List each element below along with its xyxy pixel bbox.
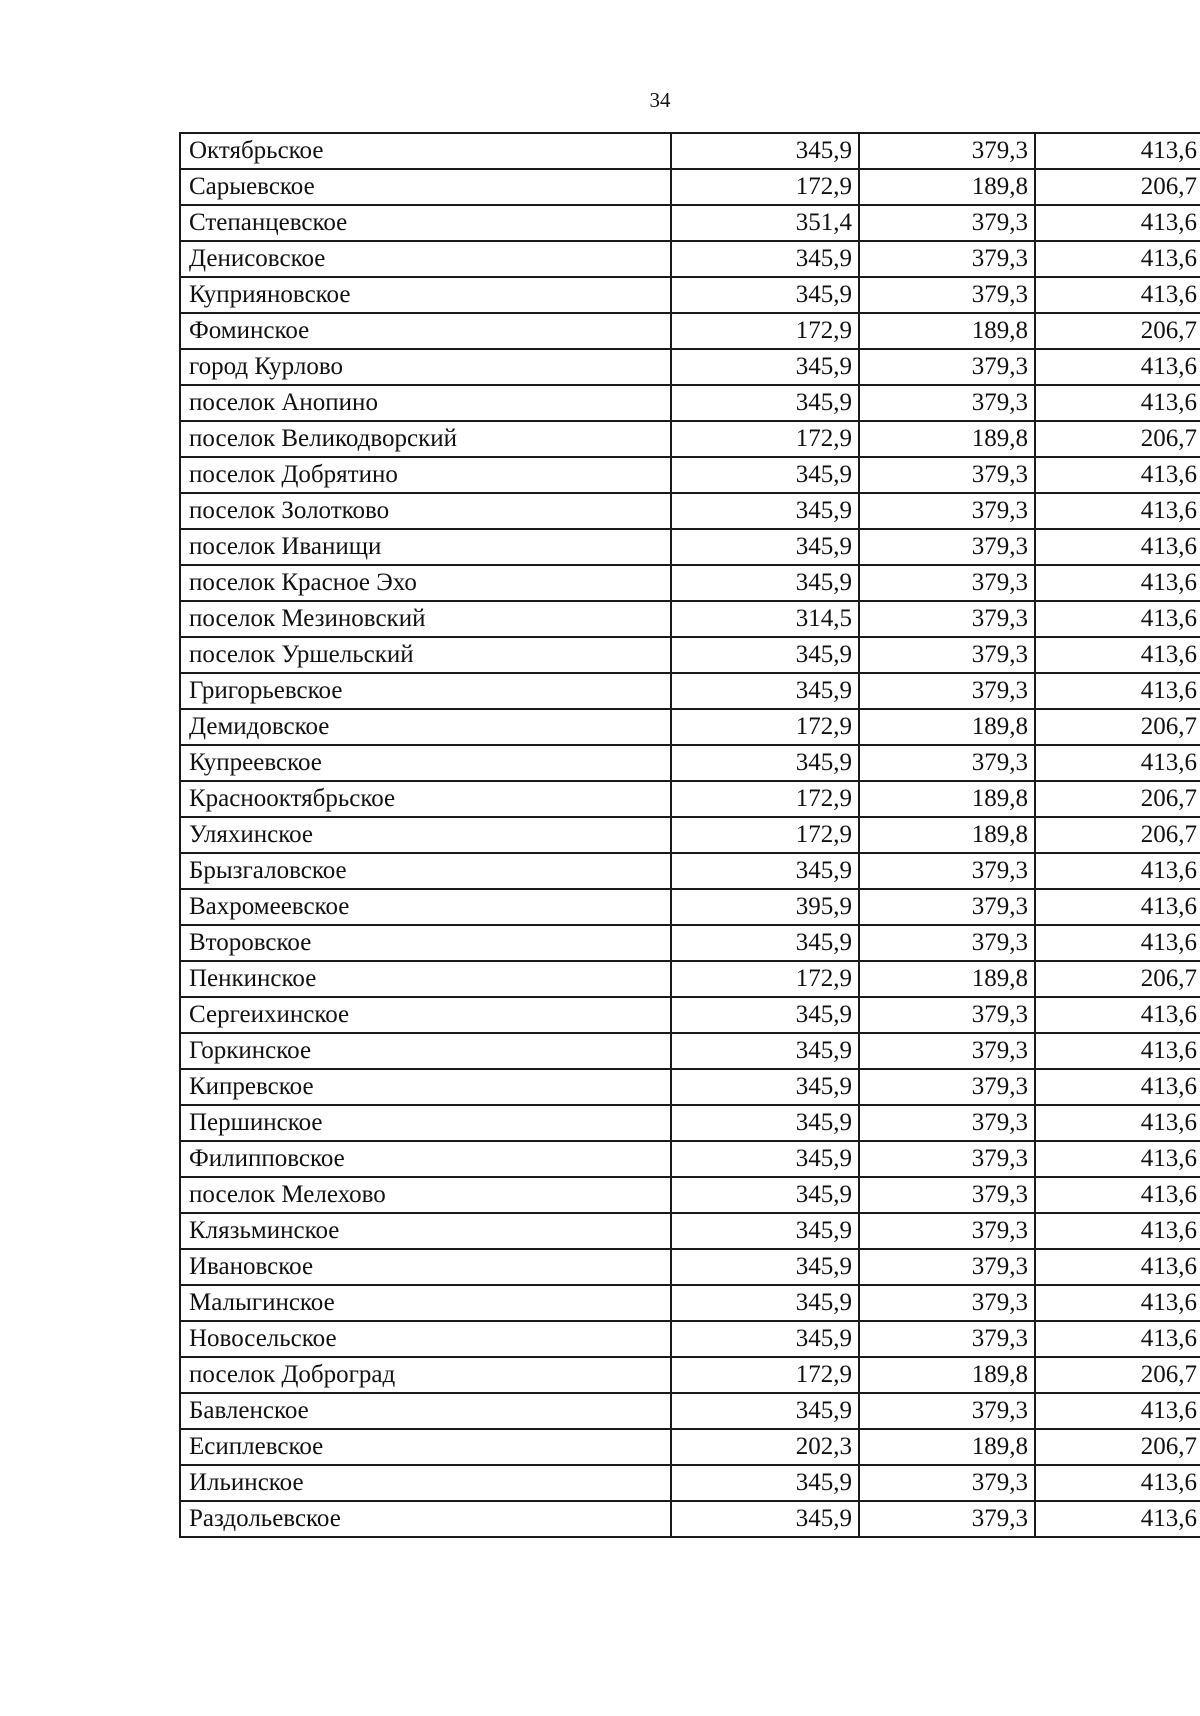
- value-cell-1: 345,9: [671, 493, 859, 529]
- value-cell-1: 345,9: [671, 277, 859, 313]
- table-row: [180, 565, 1200, 601]
- value-cell-2: 189,8: [859, 781, 1035, 817]
- value-cell-3: 413,6: [1035, 1141, 1200, 1177]
- value-cell-1: 345,9: [671, 997, 859, 1033]
- settlement-name-cell: Второвское: [180, 925, 671, 961]
- settlement-name-cell: Октябрьское: [180, 133, 671, 169]
- value-cell-3: 413,6: [1035, 133, 1200, 169]
- value-cell-1: 202,3: [671, 1429, 859, 1465]
- value-cell-2: 379,3: [859, 637, 1035, 673]
- value-cell-3: 413,6: [1035, 997, 1200, 1033]
- value-cell-3: 413,6: [1035, 889, 1200, 925]
- settlement-name-cell: Пенкинское: [180, 961, 671, 997]
- settlement-name-cell: Григорьевское: [180, 673, 671, 709]
- value-cell-2: 379,3: [859, 1393, 1035, 1429]
- value-cell-2: 379,3: [859, 349, 1035, 385]
- value-cell-3: 206,7: [1035, 313, 1200, 349]
- settlement-name-cell: поселок Великодворский: [180, 421, 671, 457]
- value-cell-3: 413,6: [1035, 673, 1200, 709]
- table-row: [180, 349, 1200, 385]
- value-cell-2: 379,3: [859, 277, 1035, 313]
- value-cell-2: 189,8: [859, 961, 1035, 997]
- value-cell-2: 379,3: [859, 889, 1035, 925]
- settlement-name-cell: Ильинское: [180, 1465, 671, 1501]
- table-row: [180, 1105, 1200, 1141]
- settlement-name-cell: поселок Уршельский: [180, 637, 671, 673]
- value-cell-3: 413,6: [1035, 1249, 1200, 1285]
- settlement-name-cell: поселок Мезиновский: [180, 601, 671, 637]
- table-row: [180, 493, 1200, 529]
- table-row: [180, 1357, 1200, 1393]
- settlement-name-cell: Горкинское: [180, 1033, 671, 1069]
- page-number: 34: [649, 88, 671, 112]
- value-cell-1: 172,9: [671, 817, 859, 853]
- value-cell-1: 345,9: [671, 241, 859, 277]
- value-cell-2: 189,8: [859, 421, 1035, 457]
- settlement-name-cell: Краснооктябрьское: [180, 781, 671, 817]
- value-cell-3: 206,7: [1035, 961, 1200, 997]
- value-cell-3: 413,6: [1035, 457, 1200, 493]
- table-row: [180, 1285, 1200, 1321]
- settlement-name-cell: поселок Добрятино: [180, 457, 671, 493]
- value-cell-2: 379,3: [859, 385, 1035, 421]
- settlement-name-cell: Фоминское: [180, 313, 671, 349]
- table-body: [180, 133, 1200, 1537]
- table-row: [180, 961, 1200, 997]
- value-cell-2: 189,8: [859, 817, 1035, 853]
- value-cell-1: 172,9: [671, 709, 859, 745]
- settlement-name-cell: Брызгаловское: [180, 853, 671, 889]
- settlement-name-cell: Раздольевское: [180, 1501, 671, 1537]
- value-cell-3: 413,6: [1035, 205, 1200, 241]
- value-cell-3: 413,6: [1035, 1177, 1200, 1213]
- value-cell-2: 379,3: [859, 853, 1035, 889]
- value-cell-1: 172,9: [671, 169, 859, 205]
- value-cell-3: 413,6: [1035, 277, 1200, 313]
- table-row: [180, 997, 1200, 1033]
- value-cell-1: 351,4: [671, 205, 859, 241]
- value-cell-2: 379,3: [859, 997, 1035, 1033]
- table-row: [180, 853, 1200, 889]
- table-row: [180, 1069, 1200, 1105]
- value-cell-1: 345,9: [671, 529, 859, 565]
- settlement-name-cell: Бавленское: [180, 1393, 671, 1429]
- value-cell-2: 379,3: [859, 493, 1035, 529]
- value-cell-3: 413,6: [1035, 1033, 1200, 1069]
- value-cell-1: 345,9: [671, 385, 859, 421]
- table-row: [180, 889, 1200, 925]
- settlement-name-cell: Куприяновское: [180, 277, 671, 313]
- value-cell-1: 345,9: [671, 1285, 859, 1321]
- value-cell-2: 379,3: [859, 1213, 1035, 1249]
- value-cell-2: 379,3: [859, 241, 1035, 277]
- value-cell-2: 379,3: [859, 601, 1035, 637]
- value-cell-2: 379,3: [859, 1285, 1035, 1321]
- value-cell-1: 345,9: [671, 1105, 859, 1141]
- settlement-name-cell: Сарыевское: [180, 169, 671, 205]
- value-cell-3: 413,6: [1035, 1465, 1200, 1501]
- value-cell-2: 379,3: [859, 1501, 1035, 1537]
- table-row: [180, 817, 1200, 853]
- value-cell-3: 413,6: [1035, 349, 1200, 385]
- settlement-name-cell: Першинское: [180, 1105, 671, 1141]
- table-row: [180, 709, 1200, 745]
- settlement-name-cell: поселок Доброград: [180, 1357, 671, 1393]
- value-cell-1: 345,9: [671, 637, 859, 673]
- value-cell-1: 345,9: [671, 565, 859, 601]
- value-cell-2: 379,3: [859, 205, 1035, 241]
- value-cell-3: 413,6: [1035, 1501, 1200, 1537]
- value-cell-3: 206,7: [1035, 169, 1200, 205]
- value-cell-2: 379,3: [859, 529, 1035, 565]
- table-row: [180, 1177, 1200, 1213]
- value-cell-2: 379,3: [859, 457, 1035, 493]
- value-cell-3: 413,6: [1035, 529, 1200, 565]
- table-row: [180, 241, 1200, 277]
- value-cell-1: 395,9: [671, 889, 859, 925]
- table-row: [180, 637, 1200, 673]
- table-row: [180, 1321, 1200, 1357]
- table-row: [180, 925, 1200, 961]
- value-cell-2: 379,3: [859, 1465, 1035, 1501]
- value-cell-1: 345,9: [671, 349, 859, 385]
- value-cell-3: 413,6: [1035, 1321, 1200, 1357]
- value-cell-1: 345,9: [671, 457, 859, 493]
- value-cell-2: 189,8: [859, 169, 1035, 205]
- value-cell-1: 345,9: [671, 133, 859, 169]
- settlement-name-cell: Малыгинское: [180, 1285, 671, 1321]
- settlement-name-cell: поселок Золотково: [180, 493, 671, 529]
- value-cell-3: 413,6: [1035, 853, 1200, 889]
- value-cell-1: 345,9: [671, 1393, 859, 1429]
- settlement-name-cell: Уляхинское: [180, 817, 671, 853]
- settlement-name-cell: Вахромеевское: [180, 889, 671, 925]
- value-cell-2: 379,3: [859, 673, 1035, 709]
- settlement-name-cell: Ивановское: [180, 1249, 671, 1285]
- value-cell-2: 379,3: [859, 133, 1035, 169]
- table-row: [180, 1249, 1200, 1285]
- value-cell-2: 379,3: [859, 1033, 1035, 1069]
- value-cell-2: 379,3: [859, 925, 1035, 961]
- table-row: [180, 1465, 1200, 1501]
- settlement-name-cell: Купреевское: [180, 745, 671, 781]
- value-cell-3: 413,6: [1035, 925, 1200, 961]
- settlement-name-cell: Денисовское: [180, 241, 671, 277]
- value-cell-3: 413,6: [1035, 1285, 1200, 1321]
- table-row: [180, 1141, 1200, 1177]
- settlement-name-cell: Демидовское: [180, 709, 671, 745]
- value-cell-1: 345,9: [671, 1501, 859, 1537]
- value-cell-3: 413,6: [1035, 241, 1200, 277]
- value-cell-3: 206,7: [1035, 1357, 1200, 1393]
- value-cell-1: 172,9: [671, 313, 859, 349]
- value-cell-3: 413,6: [1035, 637, 1200, 673]
- value-cell-3: 413,6: [1035, 493, 1200, 529]
- table-row: [180, 385, 1200, 421]
- value-cell-3: 413,6: [1035, 385, 1200, 421]
- value-cell-1: 172,9: [671, 961, 859, 997]
- value-cell-2: 379,3: [859, 1141, 1035, 1177]
- table-row: [180, 313, 1200, 349]
- value-cell-3: 206,7: [1035, 817, 1200, 853]
- value-cell-1: 345,9: [671, 853, 859, 889]
- value-cell-1: 345,9: [671, 1465, 859, 1501]
- settlement-name-cell: Новосельское: [180, 1321, 671, 1357]
- table-row: [180, 1501, 1200, 1537]
- value-cell-1: 172,9: [671, 781, 859, 817]
- value-cell-1: 345,9: [671, 745, 859, 781]
- value-cell-3: 413,6: [1035, 745, 1200, 781]
- value-cell-2: 189,8: [859, 709, 1035, 745]
- settlement-name-cell: Кипревское: [180, 1069, 671, 1105]
- value-cell-1: 345,9: [671, 1033, 859, 1069]
- value-cell-2: 379,3: [859, 1321, 1035, 1357]
- value-cell-1: 345,9: [671, 925, 859, 961]
- table-row: [180, 421, 1200, 457]
- table-row: [180, 745, 1200, 781]
- value-cell-3: 206,7: [1035, 781, 1200, 817]
- value-cell-2: 189,8: [859, 1429, 1035, 1465]
- value-cell-1: 345,9: [671, 673, 859, 709]
- value-cell-1: 345,9: [671, 1213, 859, 1249]
- value-cell-3: 413,6: [1035, 1069, 1200, 1105]
- settlement-name-cell: город Курлово: [180, 349, 671, 385]
- value-cell-2: 379,3: [859, 745, 1035, 781]
- table-row: [180, 1429, 1200, 1465]
- value-cell-1: 345,9: [671, 1141, 859, 1177]
- value-cell-2: 379,3: [859, 1105, 1035, 1141]
- value-cell-3: 413,6: [1035, 1105, 1200, 1141]
- value-cell-3: 413,6: [1035, 1213, 1200, 1249]
- value-cell-1: 314,5: [671, 601, 859, 637]
- table-row: [180, 205, 1200, 241]
- value-cell-1: 345,9: [671, 1177, 859, 1213]
- settlement-name-cell: Сергеихинское: [180, 997, 671, 1033]
- table-row: [180, 169, 1200, 205]
- value-cell-1: 172,9: [671, 1357, 859, 1393]
- settlement-name-cell: поселок Красное Эхо: [180, 565, 671, 601]
- settlement-name-cell: Степанцевское: [180, 205, 671, 241]
- value-cell-1: 345,9: [671, 1249, 859, 1285]
- value-cell-2: 189,8: [859, 313, 1035, 349]
- value-cell-2: 379,3: [859, 1069, 1035, 1105]
- table-row: [180, 133, 1200, 169]
- value-cell-2: 379,3: [859, 1177, 1035, 1213]
- table-row: [180, 1393, 1200, 1429]
- settlement-name-cell: Есиплевское: [180, 1429, 671, 1465]
- settlement-name-cell: поселок Мелехово: [180, 1177, 671, 1213]
- table-row: [180, 673, 1200, 709]
- value-cell-1: 172,9: [671, 421, 859, 457]
- value-cell-2: 379,3: [859, 1249, 1035, 1285]
- value-cell-1: 345,9: [671, 1321, 859, 1357]
- settlement-name-cell: Клязьминское: [180, 1213, 671, 1249]
- data-table: [179, 132, 1200, 1538]
- value-cell-3: 206,7: [1035, 421, 1200, 457]
- settlement-name-cell: поселок Анопино: [180, 385, 671, 421]
- table-row: [180, 529, 1200, 565]
- table-row: [180, 1213, 1200, 1249]
- table-row: [180, 601, 1200, 637]
- value-cell-3: 206,7: [1035, 709, 1200, 745]
- settlement-name-cell: Филипповское: [180, 1141, 671, 1177]
- value-cell-3: 413,6: [1035, 601, 1200, 637]
- table-row: [180, 457, 1200, 493]
- table-row: [180, 781, 1200, 817]
- value-cell-3: 206,7: [1035, 1429, 1200, 1465]
- value-cell-1: 345,9: [671, 1069, 859, 1105]
- value-cell-2: 379,3: [859, 565, 1035, 601]
- value-cell-2: 189,8: [859, 1357, 1035, 1393]
- value-cell-3: 413,6: [1035, 1393, 1200, 1429]
- value-cell-3: 413,6: [1035, 565, 1200, 601]
- table-row: [180, 1033, 1200, 1069]
- table-row: [180, 277, 1200, 313]
- settlement-name-cell: поселок Иванищи: [180, 529, 671, 565]
